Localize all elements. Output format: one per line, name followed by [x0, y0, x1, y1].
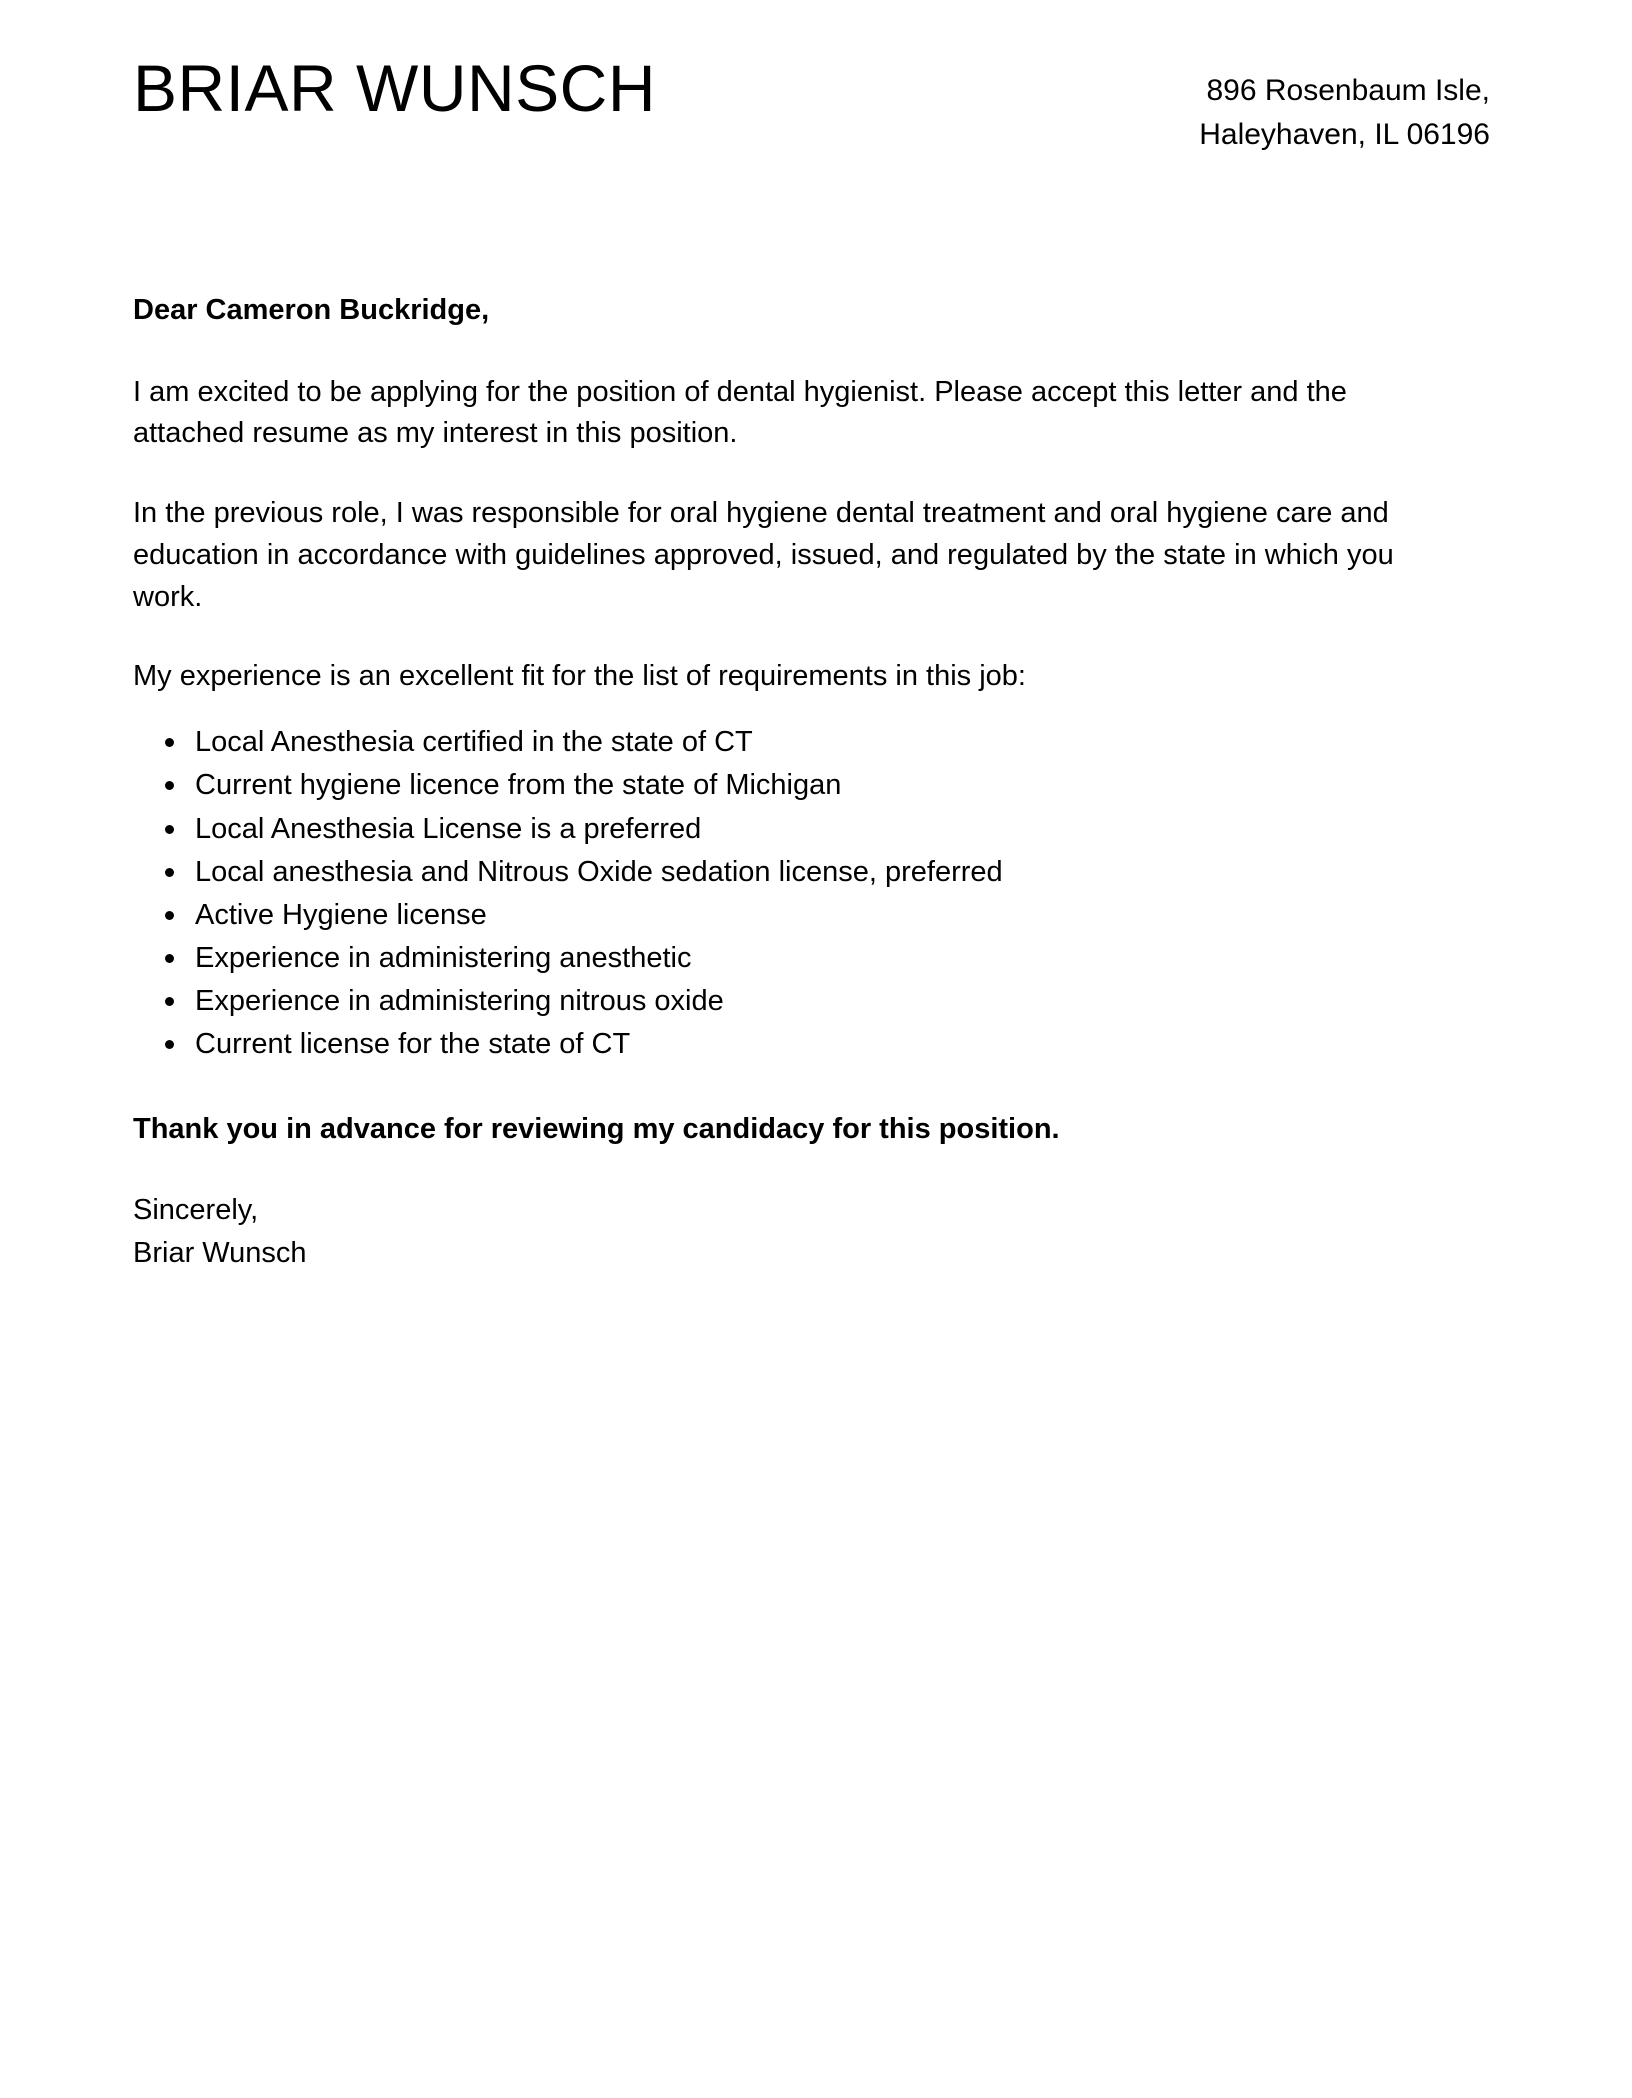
list-item: Experience in administering nitrous oxide [195, 981, 1443, 1022]
signature-name: Briar Wunsch [133, 1236, 307, 1269]
sign-off: Sincerely, [133, 1193, 259, 1226]
experience-paragraph: In the previous role, I was responsible for oral hygiene dental treatment and oral hygiene care and education in accordance with guidelines approved, issued, and regulated by the state in which you work. [133, 497, 1394, 613]
letter-body [133, 292, 1443, 1275]
list-item: Local Anesthesia certified in the state of CT [195, 722, 1443, 763]
list-item: Local Anesthesia License is a preferred [195, 809, 1443, 850]
closing-thanks: Thank you in advance for reviewing my candidacy for this position. [133, 1112, 1060, 1145]
sender-name: BRIAR WUNSCH [133, 51, 657, 125]
letter-header [133, 51, 1490, 158]
requirements-lead-in: My experience is an excellent fit for the list of requirements in this job: [133, 660, 1026, 693]
salutation: Dear Cameron Buckridge, [133, 294, 490, 326]
list-item: Current hygiene licence from the state of Michigan [195, 765, 1443, 806]
signature-block [133, 1189, 1443, 1275]
list-item: Experience in administering anesthetic [195, 938, 1443, 979]
list-item: Active Hygiene license [195, 895, 1443, 936]
address-line-2: Haleyhaven, IL 06196 [1199, 118, 1490, 152]
address-line-1: 896 Rosenbaum Isle, [1206, 74, 1490, 107]
list-item: Current license for the state of CT [195, 1024, 1443, 1065]
intro-paragraph: I am excited to be applying for the position of dental hygienist. Please accept this letter and the attached resume as my interest in this position. [133, 375, 1347, 450]
list-item: Local anesthesia and Nitrous Oxide sedation license, preferred [195, 852, 1443, 893]
requirements-list [133, 722, 1443, 1065]
sender-address-block [1199, 55, 1490, 158]
